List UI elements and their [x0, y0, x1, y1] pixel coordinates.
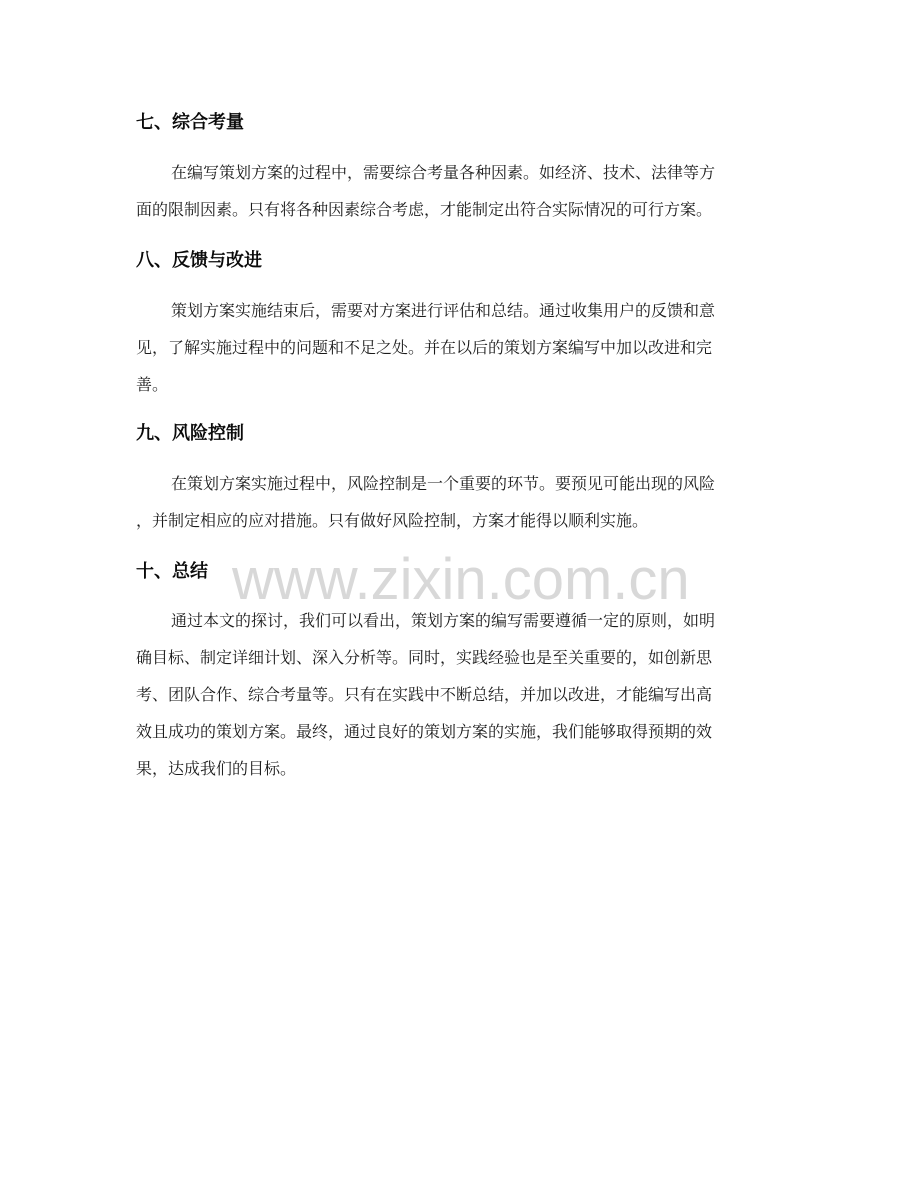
section-paragraph-9 — [136, 465, 796, 539]
paragraph-line: 面的限制因素。只有将各种因素综合考虑，才能制定出符合实际情况的可行方案。 — [136, 200, 713, 219]
section-heading-7: 七、综合考量 — [136, 112, 244, 133]
paragraph-line: 通过本文的探讨，我们可以看出，策划方案的编写需要遵循一定的原则，如明 — [171, 611, 716, 630]
section-paragraph-10 — [136, 602, 796, 787]
section-heading-10: 十、总结 — [136, 561, 208, 582]
paragraph-line: 考、团队合作、综合考量等。只有在实践中不断总结，并加以改进，才能编写出高 — [136, 685, 713, 704]
paragraph-line: 果，达成我们的目标。 — [136, 759, 297, 778]
paragraph-line: 效且成功的策划方案。最终，通过良好的策划方案的实施，我们能够取得预期的效 — [136, 722, 713, 741]
paragraph-line: 确目标、制定详细计划、深入分析等。同时，实践经验也是至关重要的，如创新思 — [136, 648, 713, 667]
watermark: www.zixin.com.cn — [232, 547, 690, 612]
paragraph-line: 见，了解实施过程中的问题和不足之处。并在以后的策划方案编写中加以改进和完 — [136, 338, 713, 357]
paragraph-line: ，并制定相应的应对措施。只有做好风险控制，方案才能得以顺利实施。 — [136, 511, 649, 530]
paragraph-line: 在策划方案实施过程中，风险控制是一个重要的环节。要预见可能出现的风险 — [171, 474, 716, 493]
section-heading-9: 九、风险控制 — [136, 423, 244, 444]
paragraph-line: 在编写策划方案的过程中，需要综合考量各种因素。如经济、技术、法律等方 — [171, 163, 716, 182]
paragraph-line: 策划方案实施结束后，需要对方案进行评估和总结。通过收集用户的反馈和意 — [171, 301, 716, 320]
section-paragraph-7 — [136, 154, 796, 228]
section-paragraph-8 — [136, 292, 796, 403]
paragraph-line: 善。 — [136, 375, 169, 394]
section-heading-8: 八、反馈与改进 — [136, 250, 262, 271]
